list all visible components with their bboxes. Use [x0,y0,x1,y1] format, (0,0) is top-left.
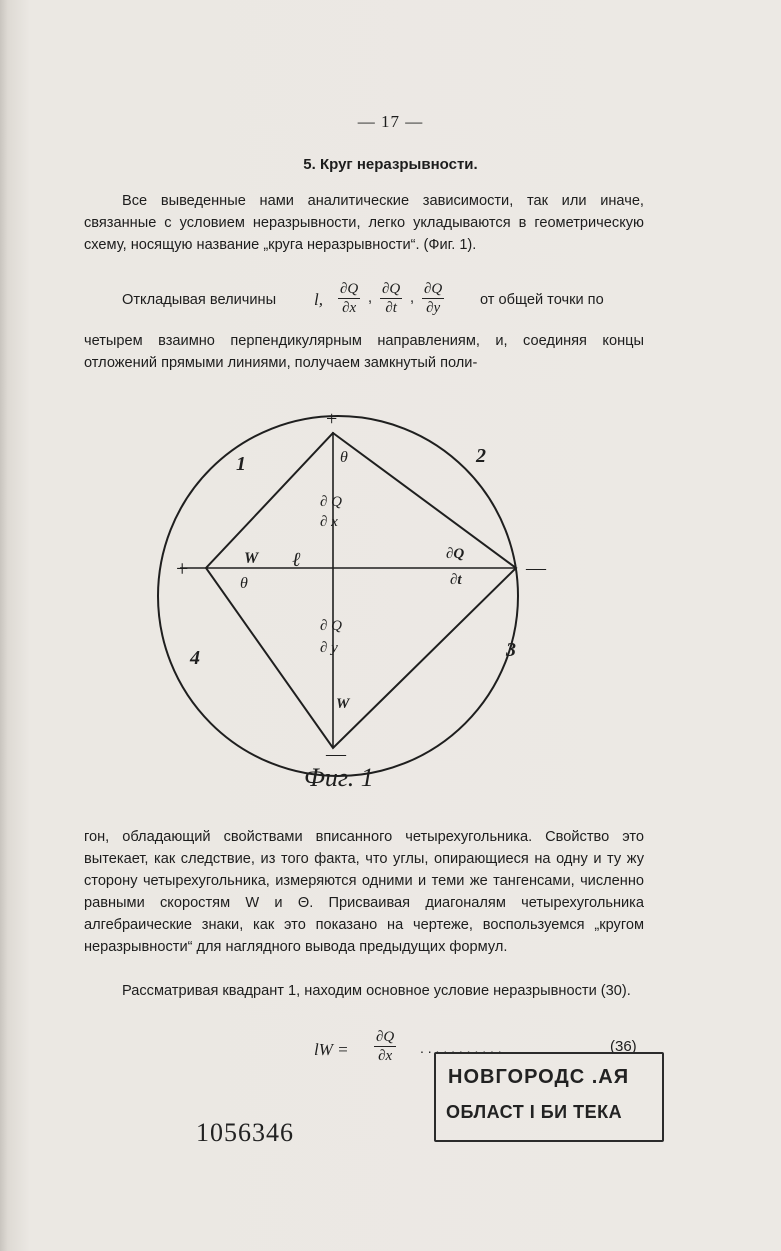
stamp-line-1: НОВГОРОДС .АЯ [448,1066,630,1088]
section-heading: 5. Круг неразрывности. [303,156,478,173]
dq-dt-num: ∂Q [446,546,465,562]
quadrant-2-label: 2 [476,445,486,467]
circle-outline [158,416,518,776]
fraction-dq-dy: $\frac{\partial Q}{\partial y}$ [424,281,443,316]
dq-dy-den: ∂ y [320,640,338,656]
var-l: l, [314,290,323,309]
formula-dots: . . . . . . . . . . . [420,1040,502,1056]
fraction-dq-dx: $\frac{\partial Q}{\partial x}$ [340,281,359,316]
w-bottom-label: W [336,696,350,712]
w-left-label: W [244,550,259,567]
para2-lead: Откладывая величины [122,292,277,308]
minus-right-label: — [526,557,546,579]
quadrant-1-label: 1 [236,453,246,475]
inscribed-quadrilateral [206,433,516,748]
paragraph-quadrilateral: гон, обладающий свойствами вписанного четырехугольника. Свойство это вытекает, как следствие, из того факта, что углы, опирающиеся на одну и ту жу сторону четырехугольника, измеряются одними и теми же тангенсами, численно равными скоростям W и Θ. Присваивая диагоналям четырехугольника алгебраические знаки, как это показано на чертеже, воспользуемся „кругом неразрывности“ для наглядного вывода предыдущих формул. [84,829,644,955]
theta-left-label: θ [240,575,248,592]
inventory-number: 1056346 [196,1118,294,1147]
minus-bottom-label: — [326,743,346,765]
theta-top-label: θ [340,449,348,466]
formula-lhs: lW = [314,1040,349,1059]
l-label: ℓ [292,549,301,571]
library-stamp [434,1052,664,1142]
fraction-line: Откладывая величины l, $\frac{\partial Q}{\partial x}$ , $\frac{\partial Q}{\partial t}$ , $\frac{\partial Q}{\partial y}$ от общей точки по [122,281,604,316]
paragraph-quadrant: Рассматривая квадрант 1, находим основное условие неразрывности (30). [122,983,631,999]
dq-dx-num: ∂ Q [320,494,342,510]
plus-left-label: + [176,556,189,581]
paragraph-continuation: четырем взаимно перпендикулярным направлениям, и, соединяя концы отложений прямыми линиями, получаем замкнутый поли- [84,333,644,371]
para2-tail: от общей точки по [480,292,604,308]
dq-dy-num: ∂ Q [320,618,342,634]
fraction-dq-dt: $\frac{\partial Q}{\partial t}$ [382,281,401,316]
page-number: — 17 — [357,112,424,131]
figure-caption: Фиг. 1 [304,763,374,792]
plus-top-label: + [326,408,338,430]
formula-number: (36) [610,1038,637,1055]
stamp-line-2: ОБЛАСТ І БИ ТЕКА [446,1102,623,1122]
dq-dx-den: ∂ x [320,514,338,530]
paragraph-intro-text: Все выведенные нами аналитические зависимости, так или иначе, связанные с условием неразрывности, легко укладываются в геометрическую схему, носящую название „круга неразрывности“. (Фиг. 1). [84,193,644,253]
quadrant-3-label: 3 [506,639,516,661]
dq-dt-den: ∂t [450,572,462,588]
formula-fraction: $\frac{\partial Q}{\partial x}$ [376,1029,395,1064]
quadrant-4-label: 4 [190,647,200,669]
